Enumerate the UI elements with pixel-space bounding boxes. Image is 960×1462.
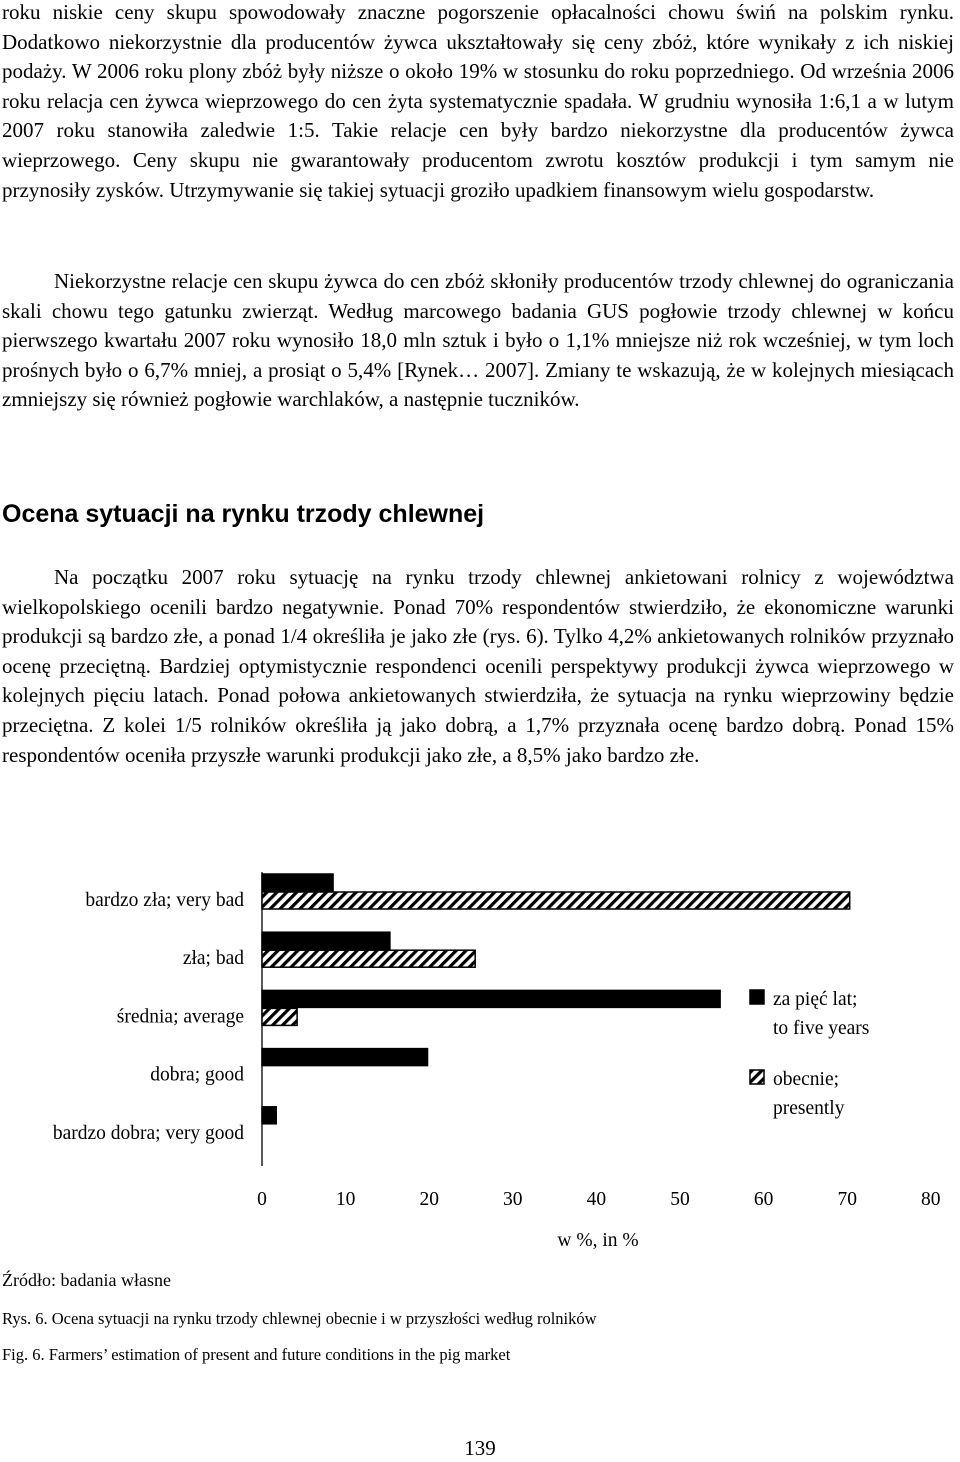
figure-caption-en: Fig. 6. Farmers’ estimation of present and future conditions in the pig market bbox=[2, 1345, 511, 1364]
body-paragraph-3: Na początku 2007 roku sytuację na rynku trzody chlewnej ankietowani rolnicy z województwa wielkopolskiego ocenili bardzo negatywnie. Ponad 70% respondentów stwierdziło, że ekonomiczne warunki produkcji są bardzo złe, a ponad 1/4 określiła je jako złe (rys. 6). Tylko 4,2% ankietowanych rolników przyznało ocenę przeciętną. Bardziej optymistycznie respondenci ocenili perspektywy produkcji żywca wieprzowego w kolejnych pięciu latach. Ponad połowa ankietowanych stwierdziła, że sytuacja na rynku wieprzowiny będzie przeciętna. Z kolei 1/5 rolników określiła ją jako dobrą, a 1,7% przyznała ocenę bardzo dobrą. Ponad 15% respondentów oceniła przyszłe warunki produkcji jako złe, a 8,5% jako bardzo złe. bbox=[2, 565, 954, 767]
x-tick-label: 70 bbox=[837, 1189, 857, 1210]
bar-presently bbox=[262, 1008, 297, 1025]
bar-five-years bbox=[262, 932, 390, 949]
legend-swatch bbox=[750, 990, 764, 1004]
x-tick-label: 0 bbox=[257, 1189, 267, 1210]
page-number: 139 bbox=[464, 1436, 496, 1460]
category-label: zła; bad bbox=[182, 948, 244, 970]
legend-label: za pięć lat; bbox=[773, 989, 858, 1010]
x-tick-label: 80 bbox=[921, 1189, 941, 1210]
x-tick-label: 10 bbox=[335, 1189, 356, 1210]
body-paragraph-1: roku niskie ceny skupu spowodowały znaczne pogorszenie opłacalności chowu świń na polskim rynku. Dodatkowo niekorzystnie dla producentów żywca ukształtowały się ceny zbóż, które wynikały z ich niskiej podaży. W 2006 roku plony zbóż były niższe o około 19% w stosunku do roku poprzedniego. Od września 2006 roku relacja cen żywca wieprzowego do cen żyta systematycznie spadała. W grudniu wynosiła 1:6,1 a w lutym 2007 roku stanowiła zaledwie 1:5. Takie relacje cen były bardzo niekorzystne dla producentów żywca wieprzowego. Ceny skupu nie gwarantowały producentom zwrotu kosztów produkcji i tym samym nie przynosiły zysków. Utrzymywanie się takiej sytuacji groziło upadkiem finansowym wielu gospodarstw. bbox=[2, 0, 954, 202]
section-heading: Ocena sytuacji na rynku trzody chlewnej bbox=[2, 500, 485, 528]
bar-five-years bbox=[262, 1049, 428, 1066]
bar-presently bbox=[262, 950, 475, 967]
bar-five-years bbox=[262, 874, 333, 891]
x-axis-label: w %, in % bbox=[557, 1230, 639, 1251]
x-tick-label: 40 bbox=[586, 1189, 607, 1210]
category-label: dobra; good bbox=[150, 1064, 244, 1086]
bar-five-years bbox=[262, 990, 720, 1007]
category-label: bardzo dobra; very good bbox=[52, 1122, 244, 1144]
legend-label: presently bbox=[773, 1098, 845, 1119]
legend-label: obecnie; bbox=[773, 1069, 840, 1090]
x-tick-label: 50 bbox=[670, 1189, 690, 1210]
category-label: średnia; average bbox=[116, 1006, 244, 1028]
legend-label: to five years bbox=[773, 1018, 870, 1039]
x-tick-label: 30 bbox=[503, 1189, 523, 1210]
category-label: bardzo zła; very bad bbox=[85, 890, 244, 911]
x-tick-label: 60 bbox=[753, 1189, 774, 1210]
bar-five-years bbox=[262, 1107, 276, 1124]
source-note: Źródło: badania własne bbox=[2, 1270, 171, 1290]
x-tick-label: 20 bbox=[419, 1189, 439, 1210]
body-paragraph-2: Niekorzystne relacje cen skupu żywca do cen zbóż skłoniły producentów trzody chlewnej do ograniczania skali chowu tego gatunku zwierząt. Według marcowego badania GUS pogłowie trzody chlewnej w końcu pierwszego kwartału 2007 roku wynosiło 18,0 mln sztuk i było o 1,1% mniejsze niż rok wcześniej, w tym loch prośnych było o 6,7% mniej, a prosiąt o 5,4% [Rynek… 2007]. Zmiany te wskazują, że w kolejnych miesiącach zmniejszy się również pogłowie warchlaków, a następnie tuczników. bbox=[2, 269, 954, 412]
bar-chart bbox=[0, 860, 960, 1260]
legend-swatch bbox=[750, 1070, 764, 1084]
figure-caption-pl: Rys. 6. Ocena sytuacji na rynku trzody chlewnej obecnie i w przyszłości według rolników bbox=[2, 1309, 597, 1328]
bar-presently bbox=[262, 892, 850, 909]
